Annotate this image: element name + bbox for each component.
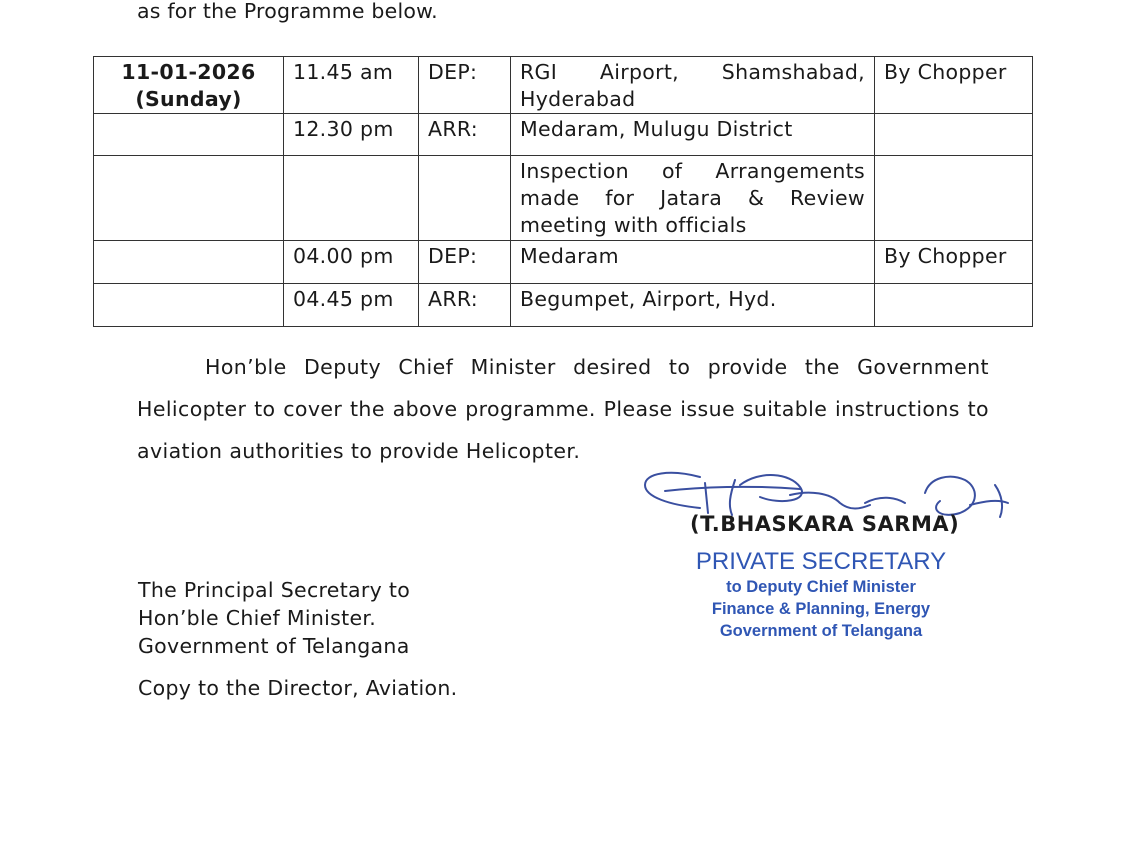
stamp-line: to Deputy Chief Minister — [726, 578, 916, 596]
mode-cell — [875, 284, 1033, 327]
date-cell — [94, 114, 284, 156]
direction-cell: ARR: — [419, 284, 511, 327]
addressee-line: Hon’ble Chief Minister. — [138, 606, 377, 630]
time-cell: 04.45 pm — [284, 284, 419, 327]
time-cell: 12.30 pm — [284, 114, 419, 156]
programme-day: (Sunday) — [135, 87, 242, 111]
request-text: Hon’ble Deputy Chief Minister desired to provide the Government Helicopter to cover the above programme. Please issue suitable instructions to aviation authorities to provide Helicopter. — [137, 355, 989, 463]
direction-cell: DEP: — [419, 241, 511, 284]
programme-table — [93, 56, 1033, 327]
date-cell — [94, 156, 284, 241]
signatory-name: (T.BHASKARA SARMA) — [690, 512, 960, 536]
table-row — [94, 241, 1033, 284]
addressee-block — [138, 576, 410, 660]
request-paragraph — [137, 346, 989, 472]
direction-cell — [419, 156, 511, 241]
place-cell: RGI Airport, Shamshabad, Hyderabad — [511, 57, 875, 114]
date-cell — [94, 241, 284, 284]
time-cell — [284, 156, 419, 241]
mode-cell: By Chopper — [875, 241, 1033, 284]
table-row — [94, 284, 1033, 327]
direction-cell: ARR: — [419, 114, 511, 156]
table-row — [94, 57, 1033, 114]
mode-cell — [875, 114, 1033, 156]
place-cell: Medaram, Mulugu District — [511, 114, 875, 156]
addressee-line: The Principal Secretary to — [138, 578, 411, 602]
place-cell: Medaram — [511, 241, 875, 284]
time-cell: 11.45 am — [284, 57, 419, 114]
stamp-line: Government of Telangana — [719, 622, 923, 640]
direction-cell: DEP: — [419, 57, 511, 114]
time-cell: 04.00 pm — [284, 241, 419, 284]
programme-date: 11-01-2026 — [121, 60, 256, 84]
mode-cell: By Chopper — [875, 57, 1033, 114]
place-cell: Begumpet, Airport, Hyd. — [511, 284, 875, 327]
mode-cell — [875, 156, 1033, 241]
addressee-line: Government of Telangana — [138, 634, 410, 658]
stamp-title: PRIVATE SECRETARY — [695, 548, 947, 575]
stamp-line: Finance & Planning, Energy — [711, 600, 931, 618]
table-row — [94, 114, 1033, 156]
intro-text: as for the Programme below. — [137, 0, 438, 23]
place-cell: Inspection of Arrangements made for Jatara & Review meeting with officials — [511, 156, 875, 241]
programme-date-cell — [94, 57, 284, 114]
copy-to: Copy to the Director, Aviation. — [138, 676, 458, 700]
date-cell — [94, 284, 284, 327]
table-row — [94, 156, 1033, 241]
official-stamp — [690, 548, 952, 642]
